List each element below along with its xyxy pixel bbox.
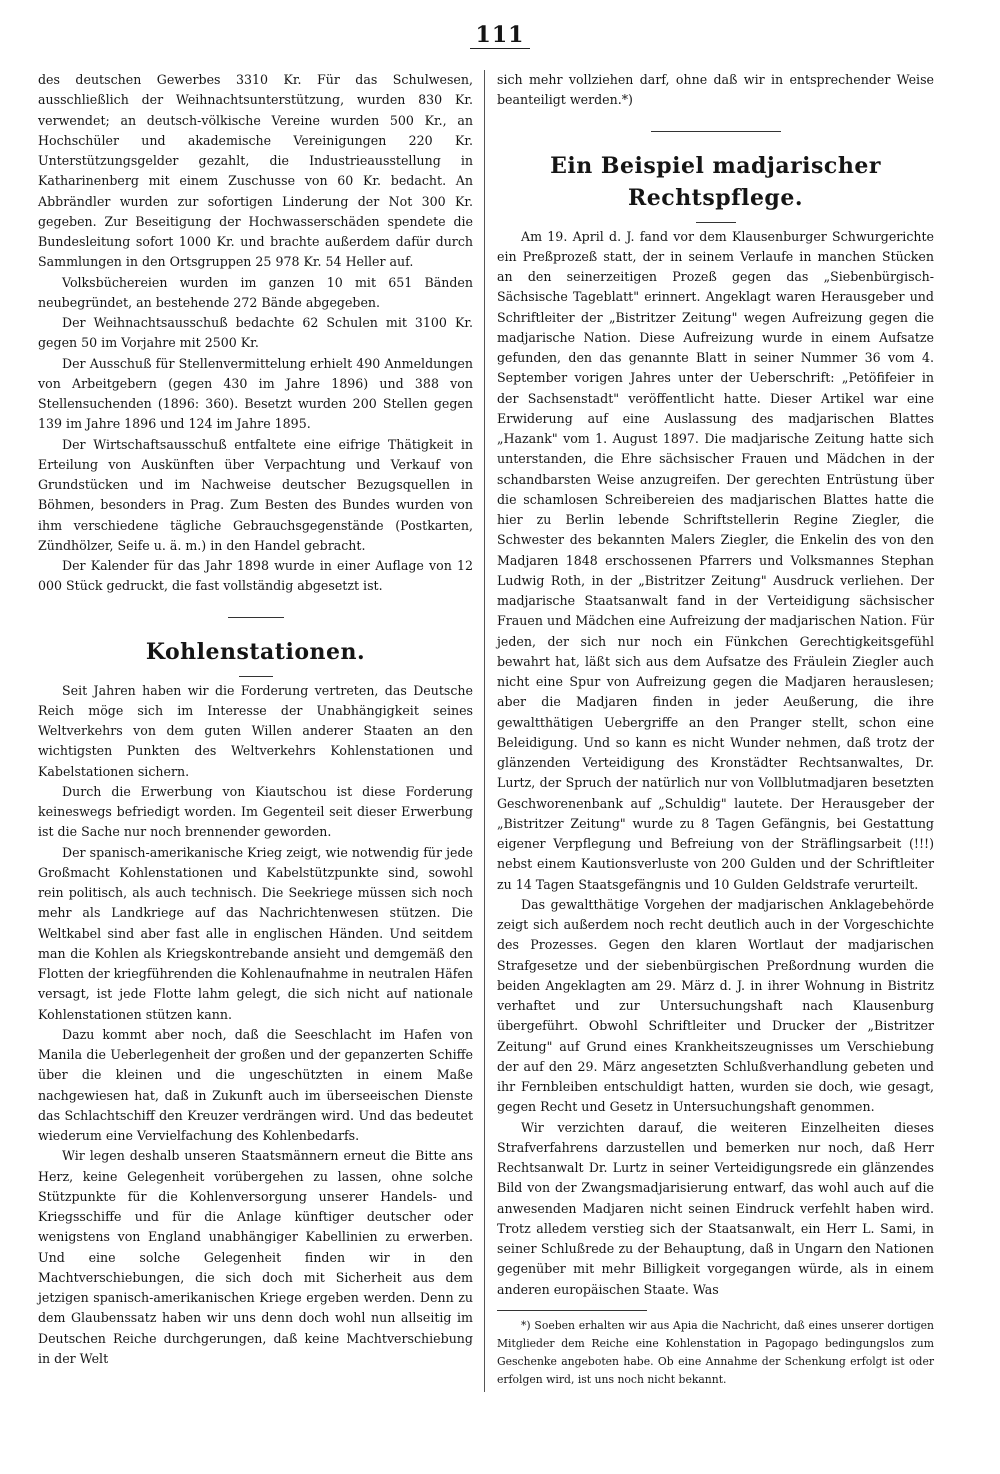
- paragraph: Der Ausschuß für Stellenvermittelung erhielt 490 Anmeldungen von Arbeitgebern (gegen 430 im Jahre 1896) und 388 von Stellensuchenden (1896: 360). Besetzt wurden 200 Stellen gegen 139 im Jahre 1896 und 124 im Jahre 1895.: [38, 355, 473, 432]
- paragraph: Wir legen deshalb unseren Staatsmännern erneut die Bitte ans Herz, keine Gelegenheit vorübergehen zu lassen, ohne solche Stützpunkte für die Kohlenversorgung unserer Handels- und Kriegsschiffe und für die Anlage künftiger deutscher oder wenigstens von England unabhängiger Kabellinien zu erwerben. Und eine solche Gelegenheit finden wir in den Machtverschiebungen, die sich doch mit Sicherheit aus dem jetzigen spanisch-amerikanischen Kriege ergeben werden. Denn zu dem Glaubenssatz haben wir uns denn doch wohl nun allseitig im Deutschen Reiche durchgerungen, daß keine Machtverschiebung in der Welt: [38, 1148, 473, 1366]
- paragraph: Durch die Erwerbung von Kiautschou ist diese Forderung keineswegs befriedigt worden. Im Gegenteil seit dieser Erwerbung ist die Sache nur noch brennender geworden.: [38, 783, 473, 840]
- paragraph: Der spanisch-amerikanische Krieg zeigt, wie notwendig für jede Großmacht Kohlenstationen und Kabelstützpunkte sind, sowohl rein politisch, als auch technisch. Die Seekriege müssen sich noch mehr als Landkriege auf das Nachrichtenwesen stützen. Die Weltkabel sind aber fast alle in englischen Händen. Und seitdem man die Kohlen als Kriegskontrebande ansieht und demgemäß den Flotten der kriegführenden die Kohlenaufnahme in neutralen Häfen versagt, ist jede Flotte lahm gelegt, die sich nicht auf nationale Kohlenstationen stützen kann.: [38, 844, 473, 1022]
- footnote: [497, 1310, 934, 1389]
- footnote-text: *) Soeben erhalten wir aus Apia die Nachricht, daß eines unserer dortigen Mitglieder dem Reiche eine Kohlenstation in Pagopago bedingungslos zum Geschenke angeboten habe. Ob eine Annahme der Schenkung erfolgt ist oder erfolgen wird, ist uns noch nicht bekannt.: [497, 1318, 934, 1386]
- paragraph: Der Wirtschaftsausschuß entfaltete eine eifrige Thätigkeit in Erteilung von Auskünften über Verpachtung und Verkauf von Grundstücken und im Nachweise deutscher Bezugsquellen in Böhmen, besonders in Prag. Zum Besten des Bundes wurden von ihm verschiedene tägliche Gebrauchsgegenstände (Postkarten, Zündhölzer, Seife u. ä. m.) in den Handel gebracht.: [38, 436, 473, 553]
- paragraph: Dazu kommt aber noch, daß die Seeschlacht im Hafen von Manila die Ueberlegenheit der großen und der gepanzerten Schiffe über die kleinen und die ungeschützten in einem Maße nachgewiesen hat, daß in Zukunft auch im überseeischen Dienste das Schlachtschiff den Kreuzer verdrängen wird. Und das bedeutet wiederum eine Vervielfachung des Kohlenbedarfs.: [38, 1026, 473, 1143]
- section-heading-rechtspflege: Ein Beispiel madjarischer Rechtspflege.: [550, 152, 881, 211]
- paragraph-continuation: sich mehr vollziehen darf, ohne daß wir in entsprechender Weise beanteiligt werden.*): [497, 72, 934, 108]
- paragraph: Wir verzichten darauf, die weiteren Einzelheiten dieses Strafverfahrens darzustellen und bemerken nur noch, daß Herr Rechtsanwalt Dr. Lurtz in seiner Verteidigungsrede ein glänzendes Bild von der Zwangsmadjarisierung entwarf, das wohl auch auf die anwesenden Madjaren nicht seinen Eindruck verfehlt haben wird. Trotz alledem verstieg sich der Staatsanwalt, ein Herr L. Sami, in seiner Schlußrede zu der Behauptung, daß in Ungarn den Nationen gegenüber mit mehr Billigkeit vorgegangen würde, als in einem anderen europäischen Staate. Was: [497, 1119, 934, 1297]
- paragraph: Seit Jahren haben wir die Forderung vertreten, das Deutsche Reich möge sich im Interesse der Unabhängigkeit seines Weltverkehrs von dem guten Willen anderer Staaten an den wichtigsten Punkten des Weltverkehrs Kohlenstationen und Kabelstationen sichern.: [38, 682, 473, 779]
- paragraph: Der Kalender für das Jahr 1898 wurde in einer Auflage von 12 000 Stück gedruckt, die fast vollständig abgesetzt ist.: [38, 558, 473, 594]
- left-column: [38, 70, 473, 1369]
- paragraph: Volksbüchereien wurden im ganzen 10 mit 651 Bänden neubegründet, an bestehende 272 Bände abgegeben.: [38, 274, 473, 310]
- section-heading-kohlenstationen: Kohlenstationen.: [145, 638, 366, 665]
- footnote-divider: [497, 1310, 647, 1311]
- page-number-text: 111: [470, 22, 531, 49]
- paragraph: des deutschen Gewerbes 3310 Kr. Für das Schulwesen, ausschließlich der Weihnachtsunterstützung, wurden 830 Kr. verwendet; an deutsch-völkische Vereine wurden 500 Kr., an Hochschüler und akademische Vereinigungen 220 Kr. Unterstützungsgelder gezahlt, die Industrieausstellung in Katharinenberg mit einem Zuschusse von 60 Kr. bedacht. An Abbrändler wurden zur sofortigen Linderung der Not 300 Kr. gegeben. Zur Beseitigung der Hochwasserschäden spendete die Bundesleitung sofort 1000 Kr. und brachte außerdem dafür durch Sammlungen in den Ortsgruppen 25 978 Kr. 54 Heller auf.: [38, 72, 473, 270]
- right-column: [497, 70, 934, 1389]
- paragraph: Das gewaltthätige Vorgehen der madjarischen Anklagebehörde zeigt sich außerdem noch recht deutlich auch in der Vorgeschichte des Prozesses. Gegen den klaren Wortlaut der madjarischen Strafgesetze und der siebenbürgischen Preßordnung wurden die beiden Angeklagten am 29. März d. J. in ihrer Wohnung in Bistritz verhaftet und zur Untersuchungshaft nach Klausenburg übergeführt. Obwohl Schriftleiter und Drucker der „Bistritzer Zeitung" auf Grund eines Krankheitszeugnisses um Verschiebung der auf den 29. März angesetzten Schlußverhandlung gebeten und ihr Fernbleiben entschuldigt hatten, wurden sie doch, wie gesagt, gegen Recht und Gesetz in Untersuchungshaft genommen.: [497, 896, 934, 1115]
- column-divider: [484, 70, 485, 1392]
- page-number: [0, 22, 1000, 48]
- paragraph: Der Weihnachtsausschuß bedachte 62 Schulen mit 3100 Kr. gegen 50 im Vorjahre mit 2500 Kr.: [38, 315, 473, 351]
- paragraph: Am 19. April d. J. fand vor dem Klausenburger Schwurgerichte ein Preßprozeß statt, der in seinem Verlaufe in manchen Stücken an den seinerzeitigen Prozeß gegen das „Siebenbürgisch-Sächsische Tageblatt" erinnert. Angeklagt waren Herausgeber und Schriftleiter der „Bistritzer Zeitung" wegen Aufreizung gegen die madjarische Nation. Diese Aufreizung wurde in einem Aufsatze gefunden, den das genannte Blatt in seiner Nummer 36 vom 4. September vorigen Jahres unter der Ueberschrift: „Petöfifeier in der Sachsenstadt" veröffentlicht hatte. Dieser Artikel war eine Erwiderung auf eine Auslassung des madjarischen Blattes „Hazank" vom 1. August 1897. Die madjarische Zeitung hatte sich unterstanden, die Ehre sächsischer Frauen und Mädchen in der schandbarsten Weise anzugreifen. Der gerechten Entrüstung über die schamlosen Schreibereien des madjarischen Blattes hatte die hier zu Berlin lebende Schriftstellerin Regine Ziegler, die Schwester des bekannten Malers Ziegler, die Enkelin des von den Madjaren 1848 erschossenen Pfarrers und Volksmannes Stephan Ludwig Roth, in der „Bistritzer Zeitung" Ausdruck verliehen. Der madjarische Staatsanwalt fand in der Verteidigung sächsischer Frauen und Mädchen eine Aufreizung der madjarischen Nation. Für jeden, der sich nur noch ein Fünkchen Gerechtigkeitsgefühl bewahrt hat, läßt sich aus dem Aufsatze des Fräulein Ziegler auch nicht eine Spur von Aufreizung gegen die Madjaren herauslesen; aber die Madjaren finden in jeder Aeußerung, die ihre gewaltthätigen Uebergriffe an den Pranger stellt, schon eine Beleidigung. Und so kann es nicht Wunder nehmen, daß trotz der glänzenden Verteidigung des Kronstädter Rechtsanwaltes, Dr. Lurtz, der Spruch der natürlich nur von Vollblutmadjaren besetzten Geschworenenbank auf „Schuldig" lautete. Der Herausgeber der „Bistritzer Zeitung" wurde zu 8 Tagen Gefängnis, bei Gestattung eigener Verpflegung und Befreiung von der Sträflingsarbeit (!!!) nebst einem Kautionsverluste von 200 Gulden und der Schriftleiter zu 14 Tagen Staatsgefängnis und 10 Gulden Geldstrafe verurteilt.: [497, 228, 934, 892]
